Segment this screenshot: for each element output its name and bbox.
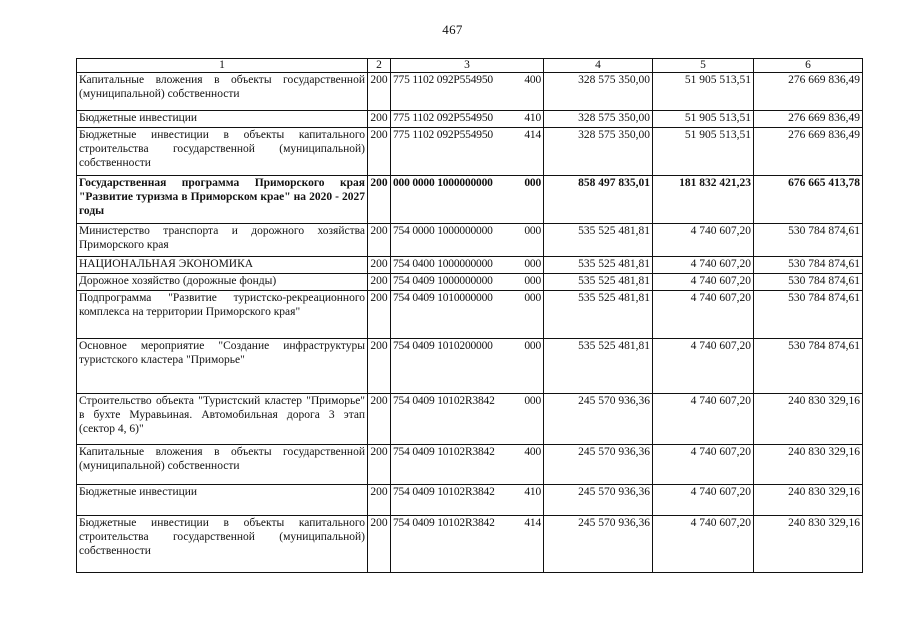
row-col5-value: 4 740 607,20 [653,274,754,291]
row-expense-type: 000 [524,340,541,352]
row-expense-type: 000 [524,258,541,270]
row-col6-value: 240 830 329,16 [754,516,863,573]
row-col2-cell: 200 [368,339,391,394]
table-row [77,485,863,516]
table-row [77,274,863,291]
row-col5-value: 4 740 607,20 [653,291,754,339]
row-col5-value: 4 740 607,20 [653,516,754,573]
row-col5-value: 4 740 607,20 [653,485,754,516]
row-code-cell [391,485,544,516]
table-row [77,111,863,128]
row-col6-value: 530 784 874,61 [754,257,863,274]
row-code-string: 754 0409 10102R3842 [393,395,495,407]
column-header-3: 3 [391,59,544,73]
row-col5-value: 51 905 513,51 [653,111,754,128]
row-col2-cell: 200 [368,516,391,573]
row-code-cell [391,176,544,224]
budget-table [76,58,863,573]
row-code-cell [391,445,544,485]
row-name-cell: Бюджетные инвестиции в объекты капитального строительства государственной (муниципальной) собственности [77,516,368,573]
table-body [77,73,863,573]
row-col4-value: 328 575 350,00 [544,128,653,176]
row-code-cell [391,224,544,257]
row-col4-value: 328 575 350,00 [544,73,653,111]
row-code-string: 754 0409 1010000000 [393,292,493,304]
row-col2-cell: 200 [368,73,391,111]
row-col4-value: 245 570 936,36 [544,485,653,516]
table-row [77,224,863,257]
row-col2-cell: 200 [368,257,391,274]
column-header-6: 6 [754,59,863,73]
row-col2-cell: 200 [368,176,391,224]
row-col4-value: 245 570 936,36 [544,516,653,573]
row-col4-value: 328 575 350,00 [544,111,653,128]
row-expense-type: 414 [524,517,541,529]
row-col6-value: 530 784 874,61 [754,274,863,291]
row-expense-type: 000 [524,395,541,407]
row-name-cell: Капитальные вложения в объекты государственной (муниципальной) собственности [77,445,368,485]
row-col5-value: 4 740 607,20 [653,445,754,485]
row-col4-value: 535 525 481,81 [544,257,653,274]
row-code-string: 754 0000 1000000000 [393,225,493,237]
page-number: 467 [442,22,463,37]
row-code-cell [391,274,544,291]
table-row [77,73,863,111]
row-name-cell: Дорожное хозяйство (дорожные фонды) [77,274,368,291]
row-col4-value: 245 570 936,36 [544,445,653,485]
row-name-cell: Бюджетные инвестиции [77,111,368,128]
row-col2-cell: 200 [368,111,391,128]
row-code-string: 775 1102 092P554950 [393,112,493,124]
row-col5-value: 4 740 607,20 [653,394,754,445]
row-col6-value: 240 830 329,16 [754,445,863,485]
row-code-string: 754 0409 1010200000 [393,340,493,352]
row-code-cell [391,291,544,339]
table-row [77,291,863,339]
row-col5-value: 4 740 607,20 [653,339,754,394]
row-name-cell: Бюджетные инвестиции [77,485,368,516]
row-col5-value: 4 740 607,20 [653,224,754,257]
row-col6-value: 530 784 874,61 [754,224,863,257]
row-name-cell: Капитальные вложения в объекты государственной (муниципальной) собственности [77,73,368,111]
row-col2-cell: 200 [368,394,391,445]
table-row [77,445,863,485]
row-expense-type: 400 [524,446,541,458]
row-code-string: 754 0409 10102R3842 [393,517,495,529]
row-name-cell: Государственная программа Приморского края "Развитие туризма в Приморском крае" на 2020 - 2027 годы [77,176,368,224]
row-col2-cell: 200 [368,291,391,339]
row-col6-value: 240 830 329,16 [754,485,863,516]
row-col6-value: 530 784 874,61 [754,339,863,394]
row-col5-value: 4 740 607,20 [653,257,754,274]
row-col2-cell: 200 [368,445,391,485]
row-col2-cell: 200 [368,485,391,516]
row-expense-type: 410 [524,486,541,498]
row-name-cell: Строительство объекта "Туристский кластер "Приморье" в бухте Муравьиная. Автомобильная дорога 3 этап (сектор 4, 6)" [77,394,368,445]
row-code-cell [391,257,544,274]
row-code-string: 754 0409 10102R3842 [393,486,495,498]
row-col6-value: 240 830 329,16 [754,394,863,445]
row-col6-value: 530 784 874,61 [754,291,863,339]
table-row [77,339,863,394]
row-code-cell [391,516,544,573]
row-code-cell [391,128,544,176]
row-col2-cell: 200 [368,128,391,176]
row-name-cell: НАЦИОНАЛЬНАЯ ЭКОНОМИКА [77,257,368,274]
row-expense-type: 400 [524,74,541,86]
row-code-string: 754 0409 10102R3842 [393,446,495,458]
row-code-string: 754 0400 1000000000 [393,258,493,270]
row-col4-value: 535 525 481,81 [544,224,653,257]
row-code-cell [391,394,544,445]
row-code-string: 000 0000 1000000000 [393,177,493,189]
row-col5-value: 51 905 513,51 [653,128,754,176]
row-code-string: 775 1102 092P554950 [393,74,493,86]
column-header-1: 1 [77,59,368,73]
row-col4-value: 535 525 481,81 [544,274,653,291]
row-col2-cell: 200 [368,274,391,291]
row-name-cell: Подпрограмма "Развитие туристско-рекреационного комплекса на территории Приморского края" [77,291,368,339]
row-expense-type: 000 [524,292,541,304]
row-col4-value: 535 525 481,81 [544,291,653,339]
row-code-cell [391,111,544,128]
row-code-cell [391,73,544,111]
row-col2-cell: 200 [368,224,391,257]
row-col4-value: 535 525 481,81 [544,339,653,394]
column-header-4: 4 [544,59,653,73]
row-col6-value: 276 669 836,49 [754,111,863,128]
row-name-cell: Министерство транспорта и дорожного хозяйства Приморского края [77,224,368,257]
row-col5-value: 51 905 513,51 [653,73,754,111]
row-name-cell: Бюджетные инвестиции в объекты капитального строительства государственной (муниципальной) собственности [77,128,368,176]
column-header-5: 5 [653,59,754,73]
row-col4-value: 245 570 936,36 [544,394,653,445]
row-expense-type: 414 [524,129,541,141]
row-code-string: 775 1102 092P554950 [393,129,493,141]
row-col4-value: 858 497 835,01 [544,176,653,224]
row-expense-type: 000 [524,275,541,287]
row-col5-value: 181 832 421,23 [653,176,754,224]
table-row [77,176,863,224]
table-row [77,516,863,573]
row-name-cell: Основное мероприятие "Создание инфраструктуры туристского кластера "Приморье" [77,339,368,394]
header-row [77,59,863,73]
row-code-cell [391,339,544,394]
column-header-2: 2 [368,59,391,73]
row-col6-value: 276 669 836,49 [754,128,863,176]
table-row [77,257,863,274]
row-col6-value: 276 669 836,49 [754,73,863,111]
row-code-string: 754 0409 1000000000 [393,275,493,287]
row-col6-value: 676 665 413,78 [754,176,863,224]
row-expense-type: 000 [524,177,541,189]
row-expense-type: 410 [524,112,541,124]
row-expense-type: 000 [524,225,541,237]
table-row [77,394,863,445]
table-row [77,128,863,176]
